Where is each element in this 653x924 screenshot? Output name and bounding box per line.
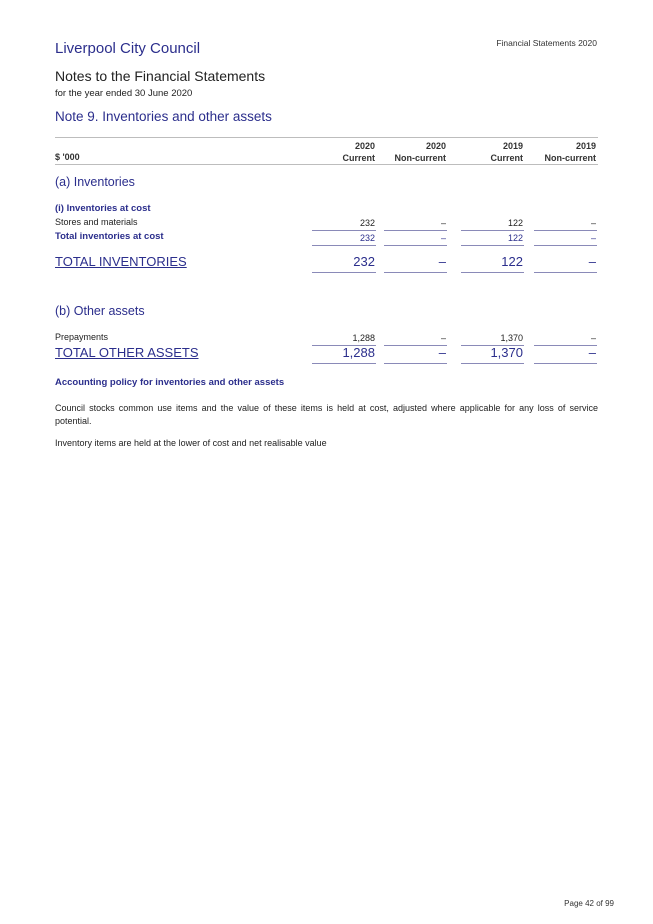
- subheading-inventories-at-cost: (i) Inventories at cost: [55, 203, 151, 214]
- cell-rule: [384, 245, 447, 246]
- cell-totalcost-2019-noncurrent: –: [590, 233, 596, 243]
- cell-rule: [461, 230, 524, 231]
- column-header-2019-noncurrent: [526, 140, 596, 164]
- page-number: Page 42 of 99: [564, 899, 614, 908]
- cell-stores-2020-current: 232: [359, 218, 375, 228]
- cell-stores-2020-noncurrent: –: [440, 218, 446, 228]
- document-title: Financial Statements 2020: [496, 38, 597, 48]
- policy-paragraph-2: Inventory items are held at the lower of cost and net realisable value: [55, 438, 327, 448]
- section-title-other-assets: (b) Other assets: [55, 304, 145, 318]
- cell-totalcost-2020-current: 232: [359, 233, 375, 243]
- row-label-total-at-cost: Total inventories at cost: [55, 231, 164, 242]
- cell-rule: [312, 245, 376, 246]
- cell-rule: [312, 272, 376, 273]
- cell-rule: [461, 245, 524, 246]
- cell-prepay-2020-current: 1,288: [352, 333, 375, 343]
- row-label-total-inventories: TOTAL INVENTORIES: [55, 254, 187, 269]
- cell-totaloth-2019-noncurrent: –: [588, 345, 596, 360]
- column-type: Current: [342, 153, 375, 163]
- column-header-2019-current: [463, 140, 523, 164]
- unit-label: $ '000: [55, 152, 80, 162]
- cell-stores-2019-current: 122: [507, 218, 523, 228]
- cell-rule: [312, 230, 376, 231]
- column-year: 2019: [575, 141, 596, 151]
- cell-rule: [312, 363, 376, 364]
- cell-prepay-2020-noncurrent: –: [440, 333, 446, 343]
- notes-heading: Notes to the Financial Statements: [55, 68, 266, 84]
- cell-prepay-2019-noncurrent: –: [590, 333, 596, 343]
- year-line: for the year ended 30 June 2020: [55, 88, 193, 99]
- organisation-title: Liverpool City Council: [55, 40, 201, 57]
- column-type: Non-current: [394, 153, 446, 163]
- cell-totaloth-2020-current: 1,288: [342, 345, 375, 360]
- column-year: 2019: [502, 141, 523, 151]
- cell-totalcost-2020-noncurrent: –: [440, 233, 446, 243]
- table-header-rule: [55, 164, 598, 165]
- policy-heading: Accounting policy for inventories and other assets: [55, 377, 285, 388]
- column-year: 2020: [425, 141, 446, 151]
- row-label-prepayments: Prepayments: [55, 332, 109, 342]
- cell-rule: [461, 363, 524, 364]
- cell-totaloth-2020-noncurrent: –: [438, 345, 446, 360]
- row-label-stores: Stores and materials: [55, 217, 138, 227]
- policy-paragraph-1: Council stocks common use items and the value of these items is held at cost, adjusted where applicable for any loss of service potential.: [55, 403, 598, 426]
- cell-rule: [534, 363, 597, 364]
- cell-totalcost-2019-current: 122: [507, 233, 523, 243]
- column-year: 2020: [354, 141, 375, 151]
- table-top-rule: [55, 137, 598, 138]
- cell-totalinv-2019-noncurrent: –: [588, 254, 596, 269]
- cell-rule: [534, 230, 597, 231]
- cell-rule: [461, 272, 524, 273]
- row-label-total-other-assets: TOTAL OTHER ASSETS: [55, 345, 199, 360]
- column-type: Non-current: [544, 153, 596, 163]
- cell-prepay-2019-current: 1,370: [500, 333, 523, 343]
- note-title: Note 9. Inventories and other assets: [55, 109, 272, 124]
- cell-rule: [384, 230, 447, 231]
- cell-stores-2019-noncurrent: –: [590, 218, 596, 228]
- column-header-2020-current: [315, 140, 375, 164]
- cell-totalinv-2020-current: 232: [353, 254, 375, 269]
- cell-totalinv-2020-noncurrent: –: [438, 254, 446, 269]
- cell-rule: [534, 245, 597, 246]
- cell-rule: [384, 363, 447, 364]
- cell-totalinv-2019-current: 122: [501, 254, 523, 269]
- column-type: Current: [490, 153, 523, 163]
- cell-rule: [384, 272, 447, 273]
- cell-rule: [534, 272, 597, 273]
- section-title-inventories: (a) Inventories: [55, 175, 135, 189]
- cell-totaloth-2019-current: 1,370: [490, 345, 523, 360]
- column-header-2020-noncurrent: [376, 140, 446, 164]
